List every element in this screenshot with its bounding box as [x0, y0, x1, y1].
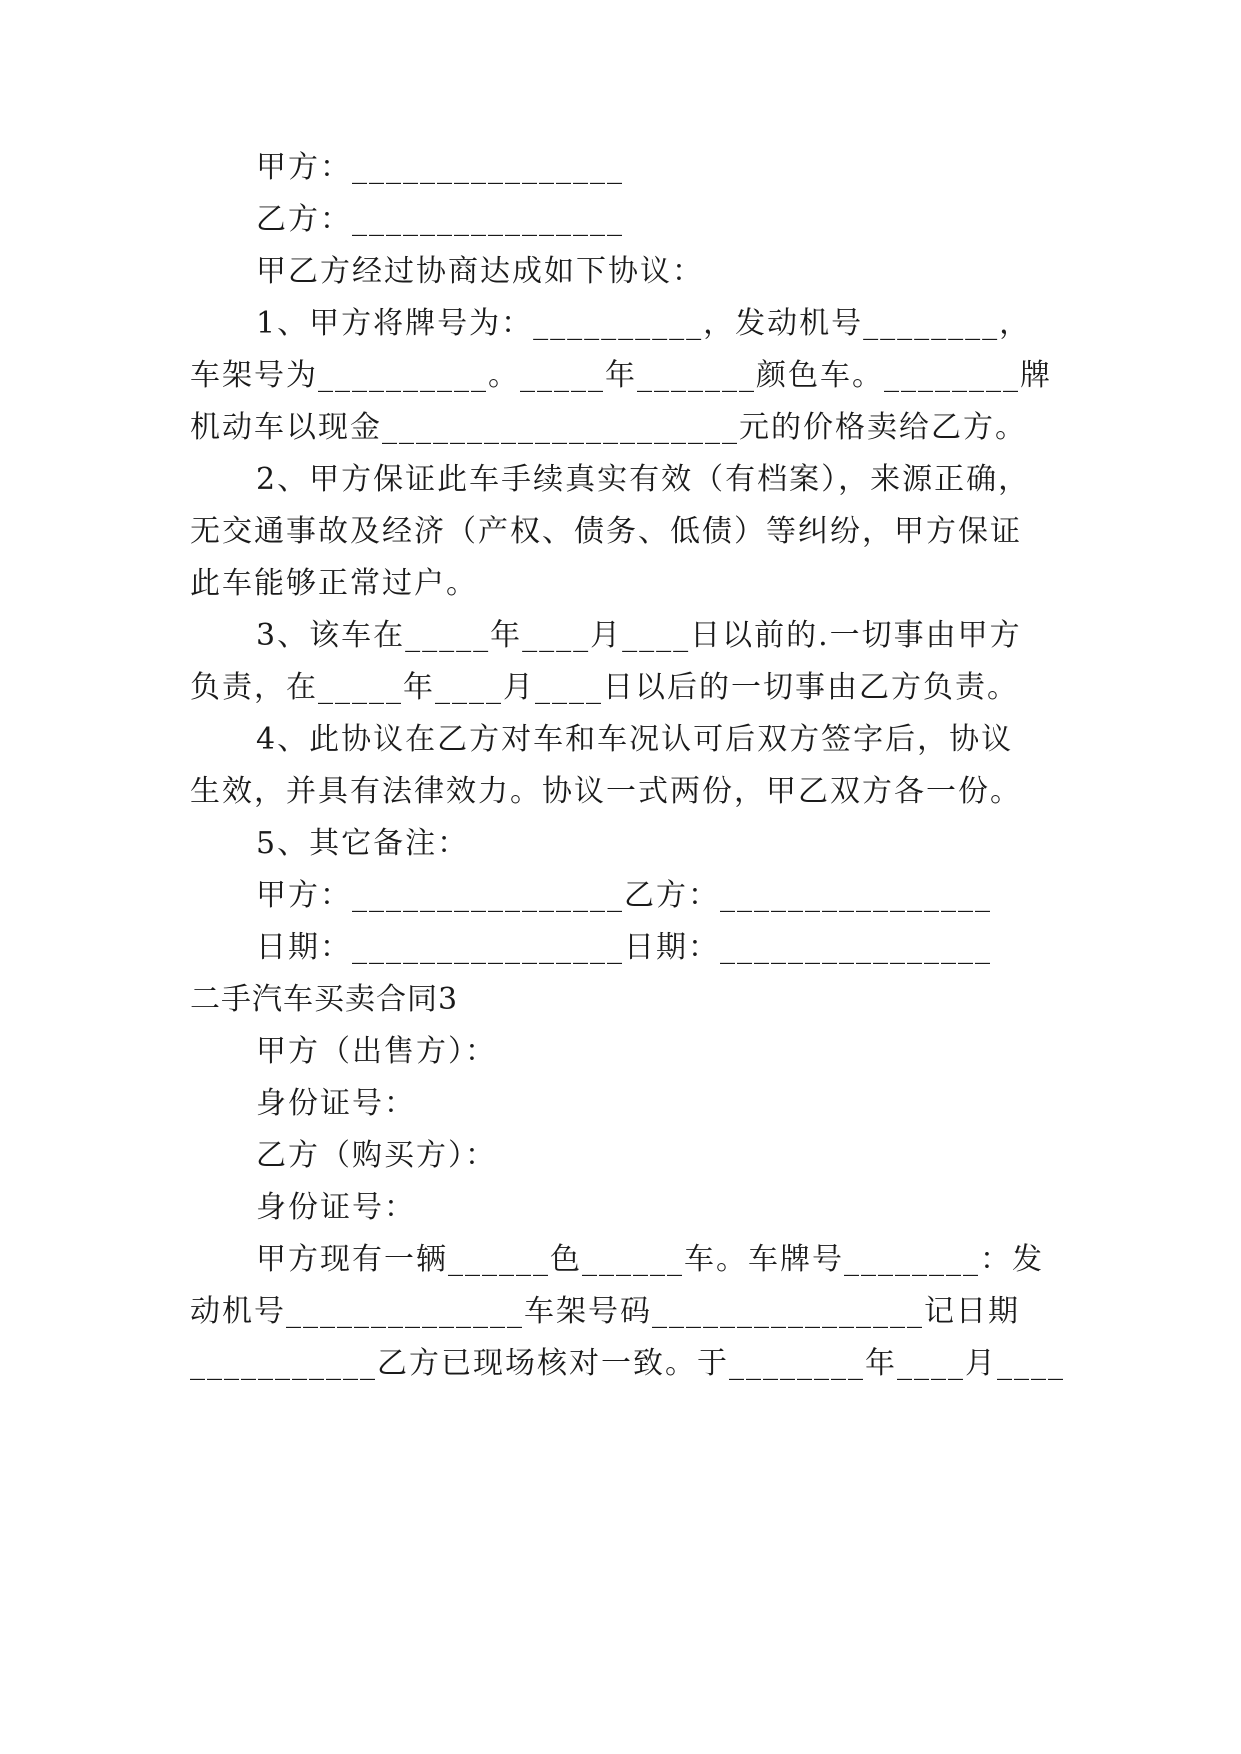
section-title: 二手汽车买卖合同3 [190, 982, 459, 1017]
clause-1-line-2: 车架号为__________。_____年_______颜色车。________牌 [190, 358, 1052, 393]
clause-4-line-2: 生效，并具有法律效力。协议一式两份，甲乙双方各一份。 [190, 774, 1022, 809]
clause-4-line-1: 4、此协议在乙方对车和车况认可后双方签字后，协议 [256, 722, 1014, 757]
vehicle-line-1: 甲方现有一辆______色______车。车牌号________：发 [256, 1242, 1044, 1277]
vehicle-line-2: 动机号______________车架号码________________记日期 [190, 1294, 1020, 1329]
signature-line: 甲方：________________乙方：________________ [256, 878, 992, 913]
clause-3-line-2: 负责，在_____年____月____日以后的一切事由乙方负责。 [190, 670, 1019, 705]
clause-2-line-1: 2、甲方保证此车手续真实有效（有档案），来源正确， [256, 462, 1031, 497]
party-b-line: 乙方：________________ [256, 202, 624, 237]
vehicle-line-3: ___________乙方已现场核对一致。于________年____月____ [190, 1346, 1065, 1381]
buyer-id-line: 身份证号： [256, 1190, 416, 1225]
agreement-intro: 甲乙方经过协商达成如下协议： [256, 254, 704, 289]
clause-1-line-1: 1、甲方将牌号为：__________，发动机号________， [256, 306, 1032, 341]
clause-2-line-2: 无交通事故及经济（产权、债务、低债）等纠纷，甲方保证 [190, 514, 1022, 549]
clause-3-line-1: 3、该车在_____年____月____日以前的.一切事由甲方 [256, 618, 1022, 653]
party-a-line: 甲方：________________ [256, 150, 624, 185]
buyer-line: 乙方（购买方）： [256, 1138, 497, 1173]
clause-2-line-3: 此车能够正常过户。 [190, 566, 478, 601]
date-line: 日期：________________日期：________________ [256, 930, 992, 965]
clause-5-line: 5、其它备注： [256, 826, 470, 861]
clause-1-line-3: 机动车以现金_____________________元的价格卖给乙方。 [190, 410, 1027, 445]
seller-line: 甲方（出售方）： [256, 1034, 497, 1069]
seller-id-line: 身份证号： [256, 1086, 416, 1121]
